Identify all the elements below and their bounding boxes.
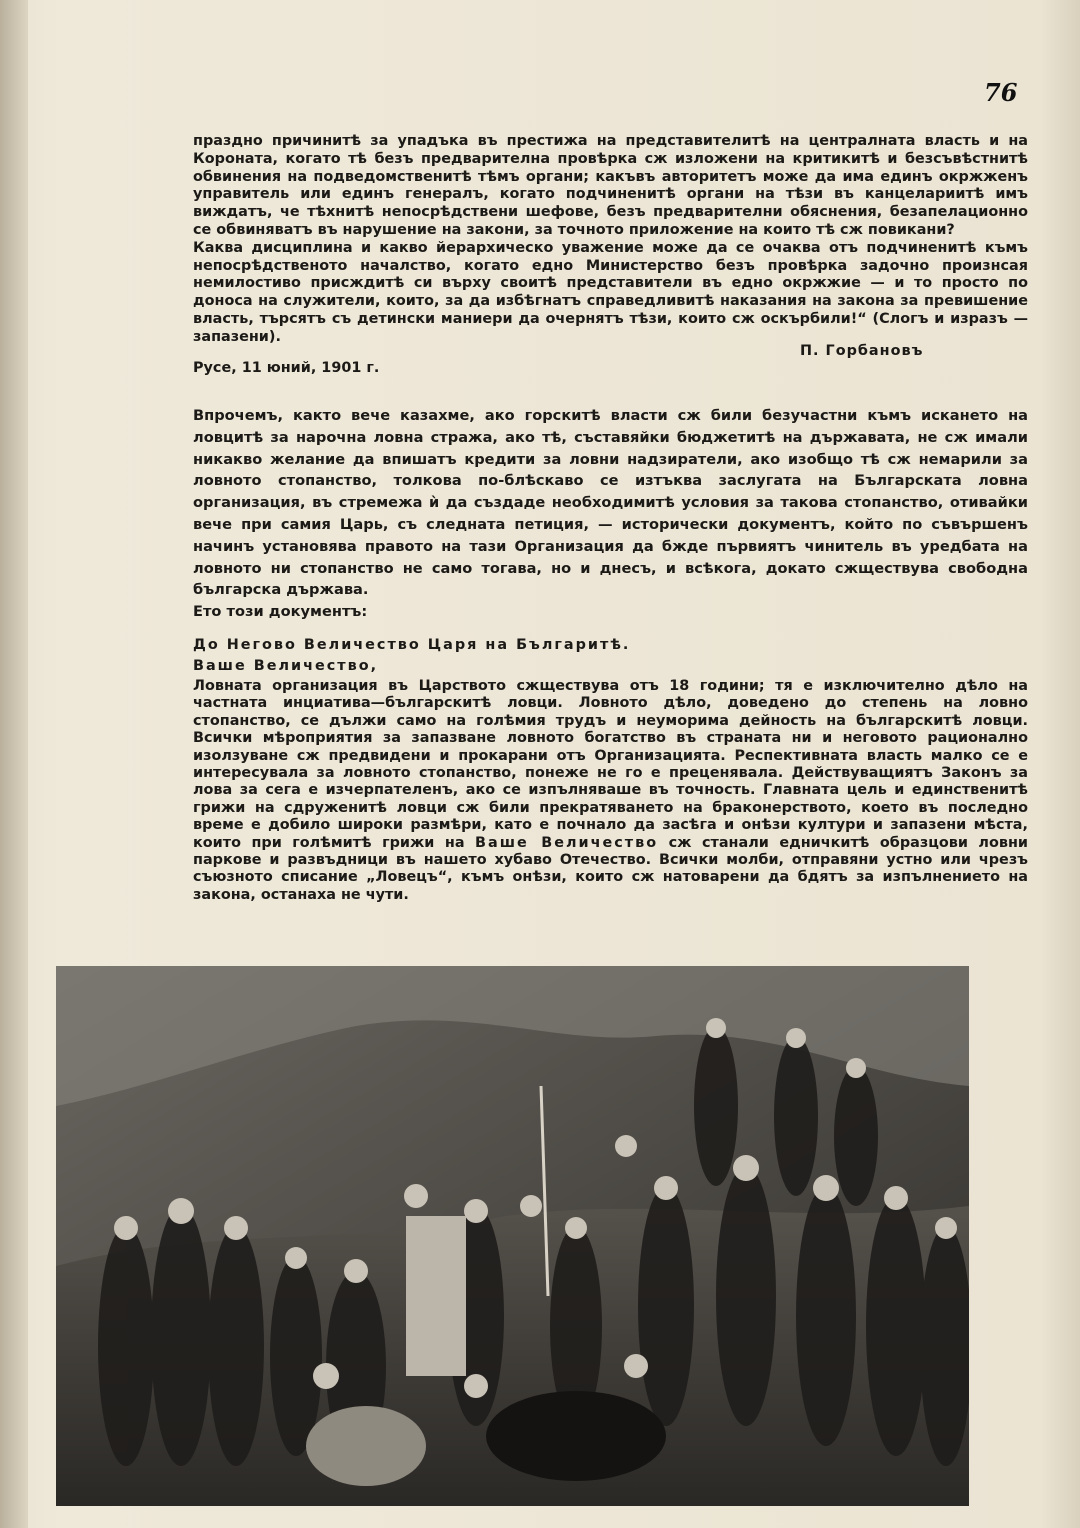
petition-salutation: Ваше Величество, xyxy=(193,658,379,674)
page-number: 76 xyxy=(984,78,1018,107)
narrative-section xyxy=(193,405,1028,623)
petition-text-part-1: Ловната организация въ Царството сжществува отъ 18 години; тя е изключително дѣло на частната инциатива—българскитѣ ловци. Ловното дѣло, доведено до степень на ловно стопанство, се дължи само на голѣмия трудъ и неуморима дейность на българскитѣ ловци. Всички мѣроприятия за запазване ловното богатство въ страната ни и неговото рационално изолзуване сж предвидени и прокарани отъ Организацията. Респективната власть малко се е интересувала за ловното стопанство, понеже не го е преценявала. Действуващиятъ Законъ за лова за сега е изчерпателенъ, ако се изпълняваше въ точность. Главната цель и единственитѣ грижи на сдруженитѣ ловци сж били прекратяването на браконерството, което въ последно време е добило широки размѣри, като е почнало да засѣга и онѣзи култури и запазени мѣста, които при голѣмитѣ грижи на xyxy=(193,678,1028,851)
light-coat-figure xyxy=(406,1216,466,1376)
quoted-letter xyxy=(193,133,1028,347)
narrative-paragraph: Впрочемъ, както вече казахме, ако горскитѣ власти сж били безучастни къмъ искането на ловцитѣ за нарочна ловна стража, ако тѣ, съставяйки бюджетитѣ на държавата, не сж имали никакво желание да впишатъ кредити за ловни надзиратели, ако изобщо тѣ сж немарили за ловното стопанство, толкова по-блѣскаво се изтъква заслугата на Българската ловна организация, въ стремежа ѝ да създаде необходимитѣ условия за такова стопанство, отивайки вече при самия Царь, съ следната петиция, — исторически документъ, който по съвършенъ начинъ установява правото на тази Организация да бжде първиятъ чинитель въ уредбата на ловното ни стопанство не само тогава, но и днесъ, и всѣкога, докато сжществува свободна българска държава. xyxy=(193,407,1028,599)
quote-paragraph-2: Каква дисциплина и какво йерархическо уважение може да се очаква отъ подчиненитѣ къмъ непосрѣдственото началство, когато едно Министерство безъ провѣрка задочно произнсая немилостиво присждитѣ си върху своитѣ представители въ едно окржжие — и то просто по доноса на служители, които, за да избѣгнатъ справедливитѣ наказания на закона за превишение власть, търсятъ съ детински маниери да очернятъ тѣзи, които сж оскърбили!“ (Слогъ и изразъ — запазени). xyxy=(193,239,1028,345)
hunters-group-photo xyxy=(56,966,969,1506)
petition-heading: До Негово Величество Царя на Българитѣ. xyxy=(193,637,631,653)
quote-signature: П. Горбановъ xyxy=(800,343,924,359)
petition-paragraph xyxy=(193,678,1028,904)
quote-place-date: Русе, 11 юний, 1901 г. xyxy=(193,360,380,376)
bear-carcass xyxy=(486,1391,666,1481)
group-photo-hunters-icon xyxy=(56,966,969,1506)
petition-text-emphasis: Ваше Величество xyxy=(475,834,659,851)
petition-text-part-2: сж станали едничкитѣ образцови ловни паркове и развъдници въ нашето хубаво Отечество. Всички молби, отправяни устно или чрезъ съюзното списание „Ловецъ“, къмъ онѣзи, които сж натоварени да бдятъ за изпълнението на закона, останаха не чути. xyxy=(193,834,1028,903)
petition-body xyxy=(193,678,1028,904)
narrative-intro: Ето този документъ: xyxy=(193,603,368,621)
page-binding-shadow xyxy=(0,0,28,1528)
quote-paragraph-1: праздно причинитѣ за упадъка въ престижа на представителитѣ на централната власть и на Короната, когато тѣ безъ предварителна провѣрка сж изложени на критикитѣ и безсъвѣстнитѣ обвинения на подведомственитѣ тѣмъ органи; какъвъ авторитетъ може да има единъ окржженъ управитель или единъ генералъ, когато подчиненитѣ органи на тѣзи въ канцелариитѣ имъ виждатъ, че тѣхнитѣ непосрѣдствени шефове, безъ предварителни обяснения, безапелационно се обвиняватъ въ нарушение на закони, за точното приложение на които тѣ сж повикани? xyxy=(193,133,1028,238)
